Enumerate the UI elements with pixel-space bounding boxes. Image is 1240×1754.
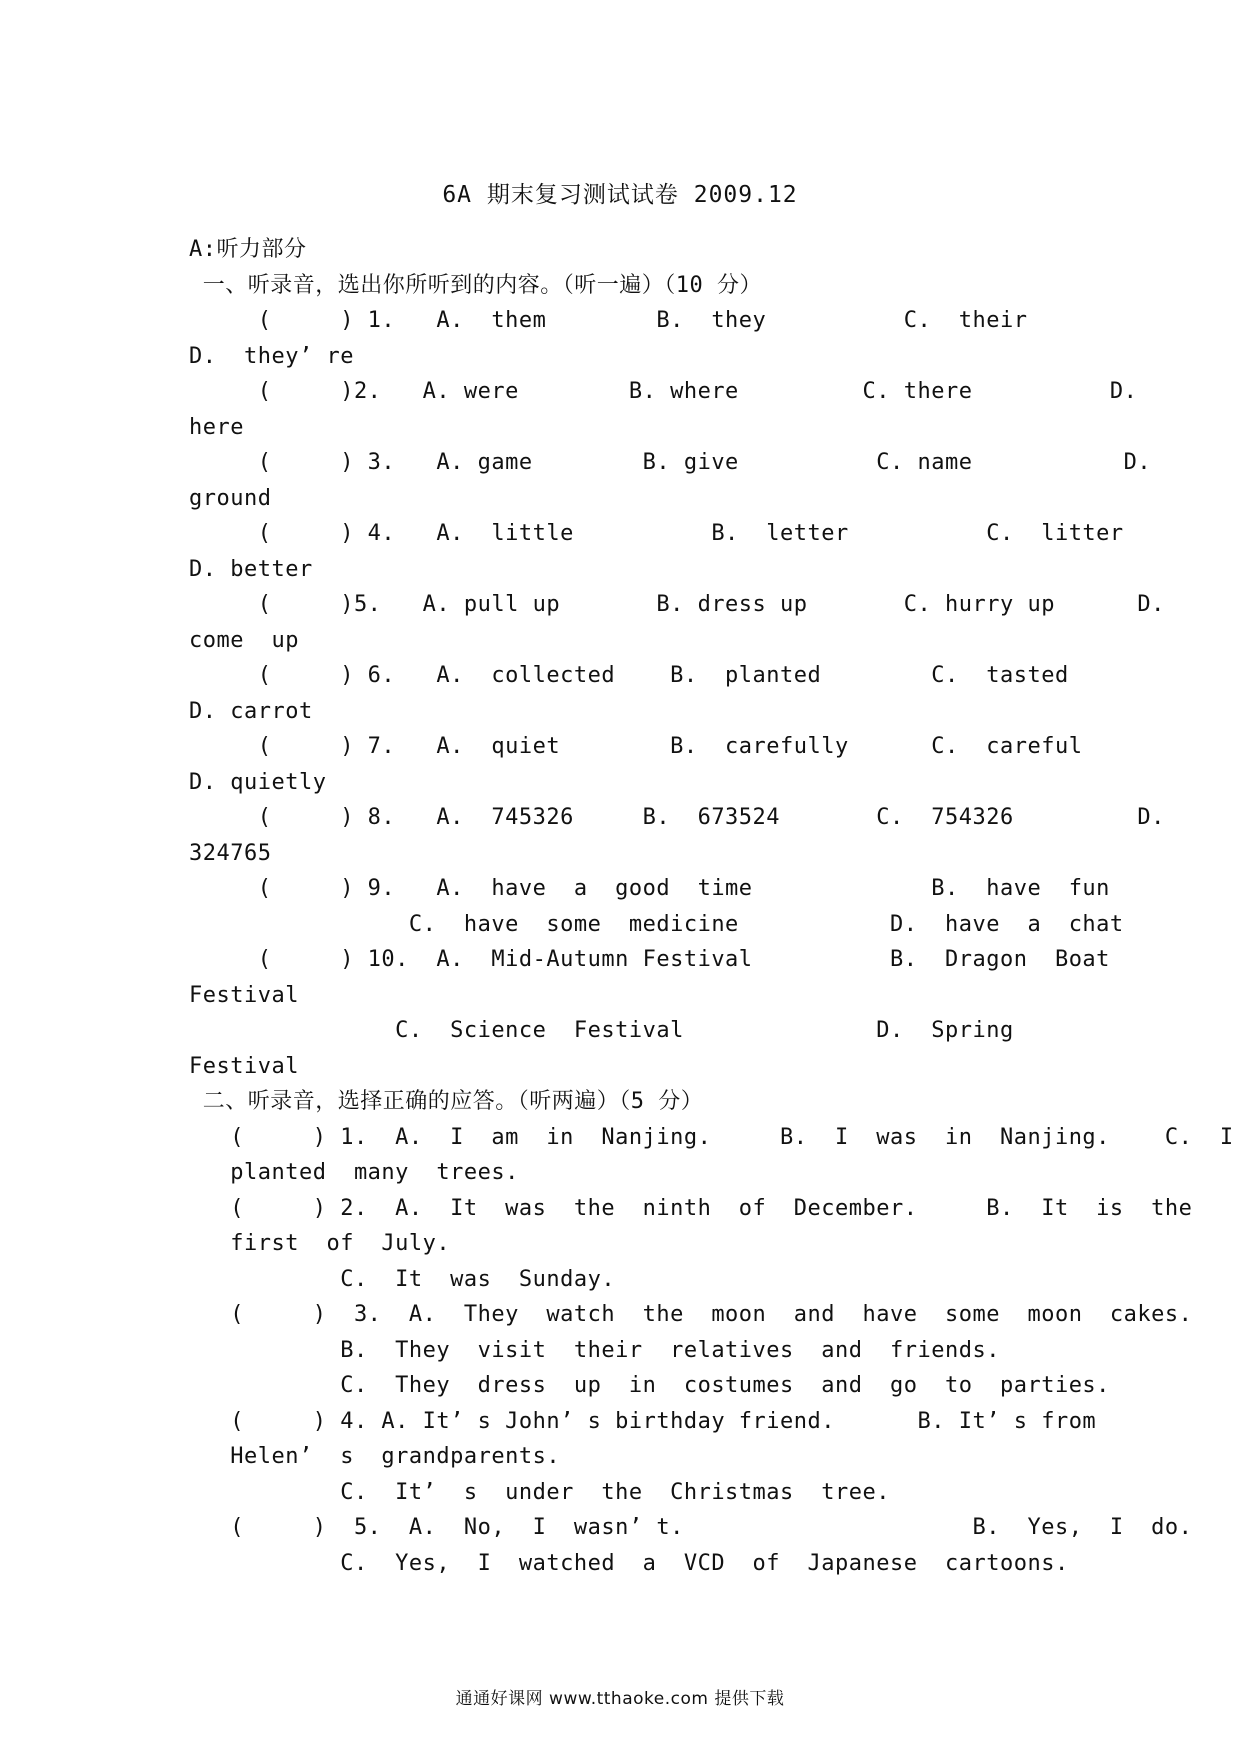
text-line: B. They visit their relatives and friends. — [189, 1337, 1000, 1363]
text-line: ( ) 2. A. It was the ninth of December. B. It is the — [189, 1195, 1193, 1221]
text-line: come up — [189, 627, 299, 653]
text-line: ( )2. A. were B. where C. there D. — [189, 379, 1138, 404]
text-line: ( ) 9. A. have a good time B. have fun — [189, 876, 1110, 901]
text-line: ( ) 4. A. little B. letter C. litter — [189, 521, 1124, 546]
text-line: ( ) 10. A. Mid-Autumn Festival B. Dragon Boat — [189, 947, 1110, 972]
text-line: D. quietly — [189, 769, 327, 795]
text-line: ( ) 1. A. them B. they C. their — [189, 308, 1028, 333]
text-line: ground — [189, 485, 272, 511]
text-line: ( )5. A. pull up B. dress up C. hurry up D. — [189, 592, 1165, 617]
text-line: C. It was Sunday. — [189, 1266, 616, 1292]
footer-text: 通通好课网 www.tthaoke.com 提供下载 — [455, 1689, 785, 1709]
text-line: ( ) 7. A. quiet B. carefully C. careful — [189, 734, 1083, 759]
text-line: ( ) 1. A. I am in Nanjing. B. I was in Nanjing. C. I — [189, 1124, 1234, 1150]
text-line: ( ) 3. A. They watch the moon and have some moon cakes. — [189, 1302, 1193, 1327]
text-line: ( ) 3. A. game B. give C. name D. — [189, 450, 1152, 475]
text-line: C. They dress up in costumes and go to parties. — [189, 1373, 1110, 1398]
text-line: D. carrot — [189, 698, 313, 724]
text-line: C. have some medicine D. have a chat — [189, 911, 1124, 937]
text-line: ( ) 6. A. collected B. planted C. tasted — [189, 663, 1069, 688]
text-line: ( ) 8. A. 745326 B. 673524 C. 754326 D. — [189, 805, 1165, 830]
text-line: ( ) 4. A. It’ s John’ s birthday friend. B. It’ s from — [189, 1408, 1097, 1434]
text-line: Festival — [189, 1053, 299, 1079]
text-line: D. they’ re — [189, 343, 354, 369]
question-lines — [189, 232, 1234, 1581]
text-line: Helen’ s grandparents. — [189, 1444, 561, 1469]
text-line: D. better — [189, 556, 313, 582]
text-line: A:听力部分 — [189, 237, 307, 262]
text-line: C. Science Festival D. Spring — [189, 1018, 1014, 1043]
text-line: here — [189, 414, 244, 440]
text-line: C. Yes, I watched a VCD of Japanese cartoons. — [189, 1550, 1069, 1576]
text-line: 324765 — [189, 840, 272, 866]
text-line: 二、听录音，选择正确的应答。（听两遍）（5 分） — [189, 1089, 704, 1114]
text-line: 一、听录音，选出你所听到的内容。（听一遍）（10 分） — [189, 272, 762, 298]
text-line: first of July. — [189, 1231, 451, 1256]
text-line: C. It’ s under the Christmas tree. — [189, 1479, 891, 1505]
text-line: ( ) 5. A. No, I wasn’ t. B. Yes, I do. — [189, 1515, 1193, 1540]
page-title: 6A 期末复习测试试卷 2009.12 — [442, 182, 798, 208]
text-line: Festival — [189, 982, 299, 1008]
text-line: planted many trees. — [189, 1160, 519, 1185]
